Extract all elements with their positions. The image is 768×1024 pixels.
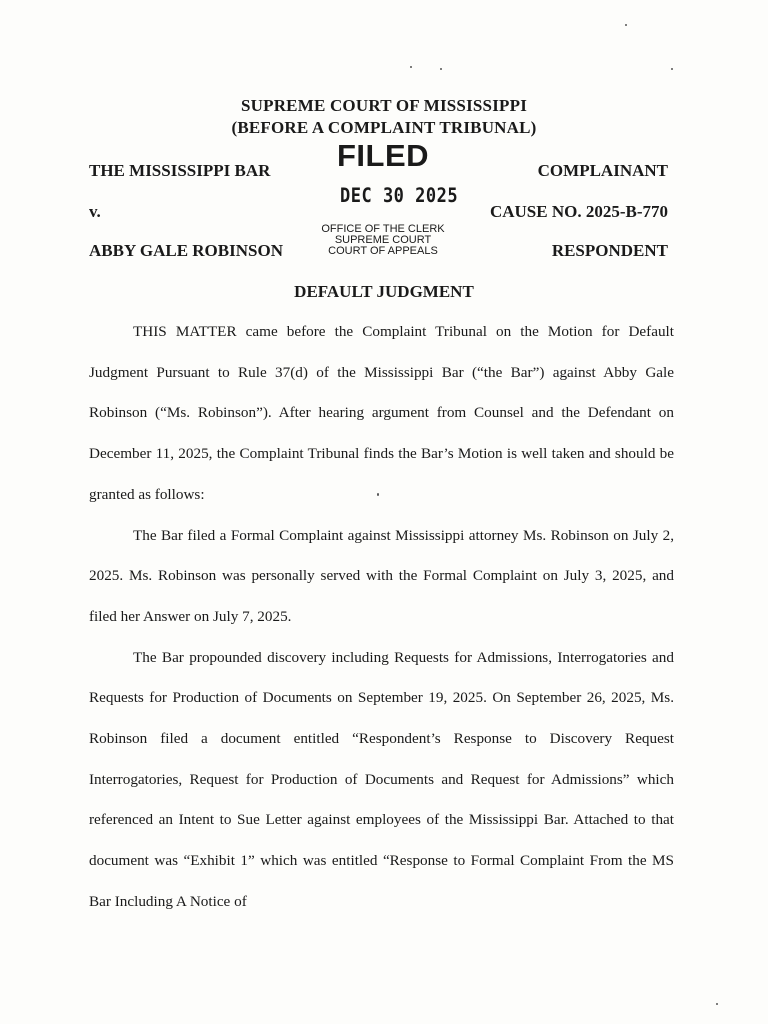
scan-speck <box>410 66 412 68</box>
scan-speck <box>625 24 627 26</box>
tribunal-name: (BEFORE A COMPLAINT TRIBUNAL) <box>231 118 537 137</box>
filed-stamp-office <box>316 224 450 257</box>
complainant-name: THE MISSISSIPPI BAR <box>89 161 271 180</box>
scan-speck <box>671 68 673 70</box>
filed-stamp-label: FILED <box>337 138 430 173</box>
filed-stamp-office-line: OFFICE OF THE CLERK <box>321 223 445 235</box>
respondent-role: RESPONDENT <box>551 241 668 260</box>
versus-label: v. <box>89 202 101 221</box>
body-paragraph: The Bar filed a Formal Complaint against Mississippi attorney Ms. Robinson on July 2, 2025. Ms. Robinson was personally served with the Formal Complaint on July 3, 2025, and filed her Answer on July 7, 2025. <box>89 526 674 625</box>
document-title: DEFAULT JUDGMENT <box>294 282 474 301</box>
cause-number: CAUSE NO. 2025-B-770 <box>489 202 668 221</box>
court-name: SUPREME COURT OF MISSISSIPPI <box>240 96 528 115</box>
scan-speck <box>440 68 442 70</box>
complainant-role: COMPLAINANT <box>537 161 668 180</box>
filed-stamp-office-line: SUPREME COURT <box>334 234 432 246</box>
document-body <box>89 312 674 923</box>
filed-stamp-date: DEC 30 2025 <box>340 184 459 208</box>
body-paragraph: THIS MATTER came before the Complaint Tribunal on the Motion for Default Judgment Pursuant to Rule 37(d) of the Mississippi Bar (“the Bar”) against Abby Gale Robinson (“Ms. Robinson”). After hearing argument from Counsel and the Defendant on December 11, 2025, the Complaint Tribunal finds the Bar’s Motion is well taken and should be granted as follows: <box>89 323 674 503</box>
scan-speck <box>377 493 379 496</box>
body-paragraph: The Bar propounded discovery including Requests for Admissions, Interrogatories and Requests for Production of Documents on September 19, 2025. On September 26, 2025, Ms. Robinson filed a document entitled “Respondent’s Response to Discovery Request Interrogatories, Request for Production of Documents and Request for Admissions” which referenced an Intent to Sue Letter against employees of the Mississippi Bar. Attached to that document was “Exhibit 1” which was entitled “Response to Formal Complaint From the MS Bar Including A Notice of <box>89 648 674 910</box>
scan-speck <box>716 1003 718 1005</box>
respondent-name: ABBY GALE ROBINSON <box>89 241 283 260</box>
filed-stamp-office-line: COURT OF APPEALS <box>328 245 438 257</box>
